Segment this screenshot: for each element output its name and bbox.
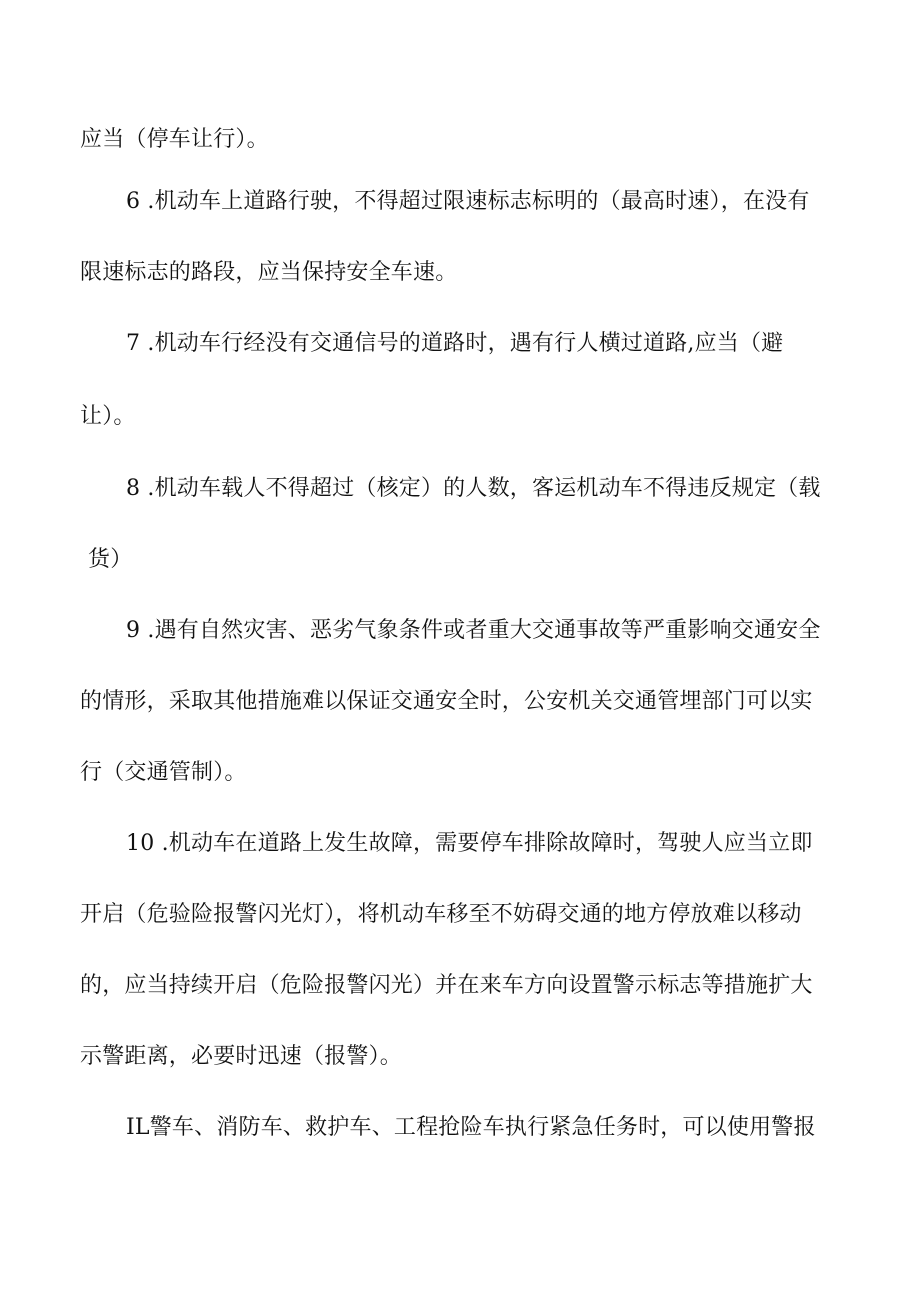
text-line: 示警距离，必要时迅速（报警）。 xyxy=(80,1044,403,1069)
text-line: IL警车、消防车、救护车、工程抢险车执行紧急任务时，可以使用警报 xyxy=(126,1115,816,1140)
text-line: 10 .机动车在道路上发生故障，需要停车排除故障时，驾驶人应当立即 xyxy=(126,831,813,856)
text-line: 9 .遇有自然灾害、恶劣气象条件或者重大交通事故等严重影响交通安全 xyxy=(126,618,821,643)
text-line: 限速标志的路段，应当保持安全车速。 xyxy=(80,260,458,285)
text-line: 应当（停车让行）。 xyxy=(80,127,269,152)
text-line: 8 .机动车载人不得超过（核定）的人数，客运机动车不得违反规定（载 xyxy=(126,476,821,501)
text-line: 的情形，采取其他措施难以保证交通安全时，公安机关交通管埋部门可以实 xyxy=(80,689,813,714)
text-line: 开启（危验险报警闪光灯），将机动车移至不妨碍交通的地方停放难以移动 xyxy=(80,902,802,927)
text-line: 行（交通管制）。 xyxy=(80,760,247,785)
text-line: 6 .机动车上道路行驶，不得超过限速标志标明的（最高时速），在没有 xyxy=(126,189,810,214)
text-line: 让）。 xyxy=(80,404,136,429)
text-line: 货） xyxy=(88,547,133,572)
text-line: 7 .机动车行经没有交通信号的道路时，遇有行人横过道路,应当（避 xyxy=(126,331,784,356)
text-line: 的，应当持续开启（危险报警闪光）并在来车方向设置警示标志等措施扩大 xyxy=(80,973,813,998)
